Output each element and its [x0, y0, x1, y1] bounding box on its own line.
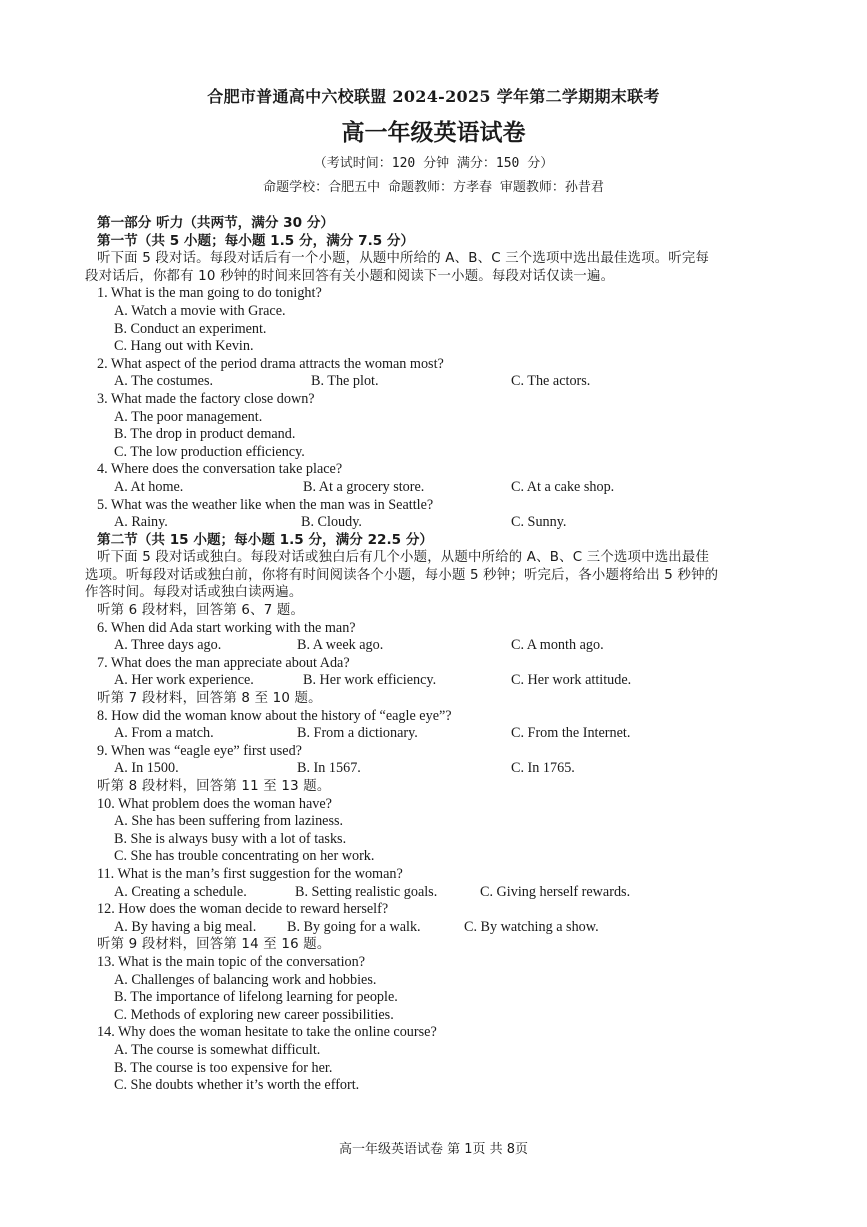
exam-content	[85, 215, 787, 1095]
option-b: B. The importance of lifelong learning for people.	[114, 989, 398, 1006]
option-a: A. Her work experience.	[114, 672, 254, 689]
option-c: C. In 1765.	[511, 760, 575, 777]
option-b: B. Her work efficiency.	[303, 672, 437, 689]
part-heading: 第一部分 听力（共两节，满分 30 分）	[97, 215, 335, 231]
option-a: A. At home.	[114, 478, 184, 495]
question-stem: 2. What aspect of the period drama attracts the woman most?	[97, 355, 444, 372]
question-stem: 12. How does the woman decide to reward herself?	[97, 901, 389, 918]
option-b: B. Conduct an experiment.	[114, 320, 267, 337]
option-c: C. At a cake shop.	[511, 478, 615, 495]
option-b: B. In 1567.	[297, 760, 361, 777]
question-stem: 11. What is the man’s first suggestion for the woman?	[97, 865, 403, 882]
option-c: C. Her work attitude.	[511, 672, 632, 689]
option-a: A. By having a big meal.	[114, 918, 257, 935]
options-row	[97, 725, 787, 743]
exam-info: （考试时间：120 分钟 满分：150 分）	[313, 156, 554, 171]
instruction-line: 听下面 5 段对话或独白。每段对话或独白后有几个小题，从题中所给的 A、B、C 三个选项中选出最佳	[97, 550, 710, 566]
exam-subtitle: 高一年级英语试卷	[341, 120, 526, 146]
option-c: C. Methods of exploring new career possibilities.	[114, 1006, 394, 1023]
option-a: A. Creating a schedule.	[114, 883, 247, 900]
options-row	[97, 637, 787, 655]
material-note: 听第 7 段材料，回答第 8 至 10 题。	[97, 691, 322, 707]
exam-authors: 命题学校：合肥五中 命题教师：方孝春 审题教师：孙昔君	[263, 180, 604, 195]
material-note: 听第 9 段材料，回答第 14 至 16 题。	[97, 937, 331, 953]
question-stem: 10. What problem does the woman have?	[97, 795, 332, 812]
options-row	[97, 672, 787, 690]
option-c: C. The low production efficiency.	[114, 443, 305, 460]
option-b: B. She is always busy with a lot of tasks.	[114, 830, 347, 847]
instruction-line: 段对话后，你都有 10 秒钟的时间来回答有关小题和阅读下一小题。每段对话仅读一遍。	[85, 268, 615, 284]
option-b: B. The drop in product demand.	[114, 426, 296, 443]
section-heading: 第二节（共 15 小题；每小题 1.5 分，满分 22.5 分）	[97, 531, 434, 548]
option-b: B. At a grocery store.	[303, 478, 425, 495]
option-a: A. The course is somewhat difficult.	[114, 1041, 321, 1058]
question-stem: 7. What does the man appreciate about Ada?	[97, 654, 350, 671]
material-note: 听第 6 段材料，回答第 6、7 题。	[97, 603, 305, 619]
question-stem: 13. What is the main topic of the conversation?	[97, 953, 366, 970]
exam-title: 合肥市普通高中六校联盟 2024-2025 学年第二学期期末联考	[207, 87, 660, 106]
options-row	[97, 884, 787, 902]
option-a: A. The costumes.	[114, 373, 214, 390]
section-heading: 第一节（共 5 小题；每小题 1.5 分，满分 7.5 分）	[97, 232, 415, 249]
option-b: B. Cloudy.	[301, 514, 362, 531]
question-stem: 14. Why does the woman hesitate to take the online course?	[97, 1024, 437, 1041]
option-b: B. The plot.	[311, 373, 379, 390]
option-a: A. Watch a movie with Grace.	[114, 302, 286, 319]
option-b: B. From a dictionary.	[297, 725, 418, 742]
options-row	[97, 514, 787, 532]
question-stem: 4. Where does the conversation take place?	[97, 461, 343, 478]
instruction-line: 选项。听每段对话或独白前，你将有时间阅读各个小题，每小题 5 秒钟；听完后，各小题将给出 5 秒钟的	[85, 567, 719, 583]
question-stem: 3. What made the factory close down?	[97, 390, 315, 407]
option-c: C. From the Internet.	[511, 725, 631, 742]
option-c: C. Sunny.	[511, 514, 567, 531]
option-c: C. The actors.	[511, 373, 591, 390]
options-row	[97, 760, 787, 778]
option-a: A. From a match.	[114, 725, 214, 742]
option-a: A. In 1500.	[114, 760, 179, 777]
question-stem: 1. What is the man going to do tonight?	[97, 285, 322, 302]
instruction-line: 作答时间。每段对话或独白读两遍。	[85, 585, 303, 601]
option-b: B. Setting realistic goals.	[295, 883, 438, 900]
option-a: A. Rainy.	[114, 514, 168, 531]
page-footer: 高一年级英语试卷 第 1页 共 8页	[338, 1142, 529, 1157]
options-row	[97, 479, 787, 497]
option-a: A. Three days ago.	[114, 637, 222, 654]
option-c: C. She doubts whether it’s worth the effort.	[114, 1077, 360, 1094]
option-b: B. A week ago.	[297, 637, 384, 654]
option-a: A. The poor management.	[114, 408, 263, 425]
option-b: B. The course is too expensive for her.	[114, 1059, 333, 1076]
question-stem: 6. When did Ada start working with the man?	[97, 619, 356, 636]
option-c: C. Hang out with Kevin.	[114, 338, 254, 355]
option-b: B. By going for a walk.	[287, 918, 421, 935]
question-stem: 9. When was “eagle eye” first used?	[97, 742, 302, 759]
options-row	[97, 373, 787, 391]
question-stem: 5. What was the weather like when the man was in Seattle?	[97, 496, 434, 513]
option-c: C. She has trouble concentrating on her work.	[114, 848, 375, 865]
option-a: A. Challenges of balancing work and hobbies.	[114, 971, 377, 988]
option-a: A. She has been suffering from laziness.	[114, 813, 344, 830]
option-c: C. A month ago.	[511, 637, 604, 654]
option-c: C. By watching a show.	[464, 918, 599, 935]
options-row	[97, 919, 787, 937]
option-c: C. Giving herself rewards.	[480, 883, 631, 900]
question-stem: 8. How did the woman know about the history of “eagle eye”?	[97, 707, 452, 724]
material-note: 听第 8 段材料，回答第 11 至 13 题。	[97, 779, 331, 794]
instruction-line: 听下面 5 段对话。每段对话后有一个小题，从题中所给的 A、B、C 三个选项中选出最佳选项。听完每	[97, 251, 710, 267]
